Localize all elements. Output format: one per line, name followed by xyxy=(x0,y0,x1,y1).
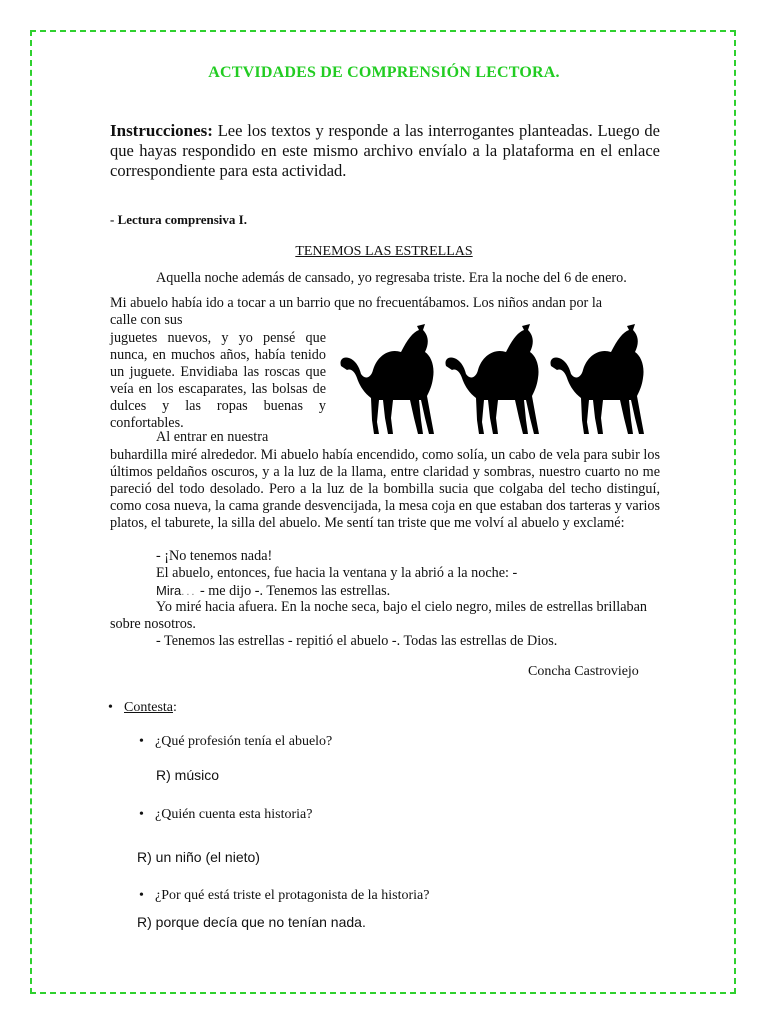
instructions-text: Lee los textos y responde a las interrogantes planteadas. Luego de que hayas respondido en este mismo archivo envíalo a la plataforma en el enlace correspondiente para esta actividad. xyxy=(110,121,660,180)
story-paragraph-1-line-3: calle con sus xyxy=(110,312,183,328)
story-paragraph-2: buhardilla miré alrededor. Mi abuelo había encendido, como solía, un cabo de vela para subir los últimos peldaños oscuros, y a la luz de la llama, entre claridad y sombras, nuestro cuarto no me pareció del todo desolado. Pero a la luz de la bombilla sucia que colgaba del techo distinguí, como cosa nueva, la cama grande desvencijada, la mesa coja en que estaban dos tarteras y varios platos, el taburete, la silla del abuelo. Me sentí tan triste que me volví al abuelo y exclamé: xyxy=(110,447,660,531)
dialogue-line-4: Yo miré hacia afuera. En la noche seca, bajo el cielo negro, miles de estrellas brillaban sobre nosotros. xyxy=(110,599,647,632)
dialogue-line-3-rest: - me dijo -. Tenemos las estrellas. xyxy=(196,583,391,599)
dialogue-line-5: - Tenemos las estrellas - repitió el abuelo -. Todas las estrellas de Dios. xyxy=(156,633,558,649)
questions-heading xyxy=(108,700,177,716)
story-paragraph-1-line-2: Mi abuelo había ido a tocar a un barrio que no frecuentábamos. Los niños andan por la xyxy=(110,295,603,311)
camel-silhouette-2 xyxy=(445,324,539,434)
bullet-icon: • xyxy=(139,807,144,822)
question-2 xyxy=(139,807,313,823)
dialogue-ellipsis: ... xyxy=(181,586,197,598)
question-1 xyxy=(139,734,333,750)
questions-heading-text: Contesta xyxy=(124,700,173,715)
bullet-icon: • xyxy=(139,888,144,903)
instructions-label: Instrucciones: xyxy=(110,121,213,140)
bullet-icon: • xyxy=(108,700,113,715)
bullet-icon: • xyxy=(139,734,144,749)
camel-silhouette-3 xyxy=(550,324,644,434)
page-title: ACTVIDADES DE COMPRENSIÓN LECTORA. xyxy=(208,64,560,81)
question-2-text: ¿Quién cuenta esta historia? xyxy=(155,807,313,822)
section-subtitle: - Lectura comprensiva I. xyxy=(110,212,247,227)
story-paragraph-1-wrap: juguetes nuevos, y yo pensé que nunca, en muchos años, había tenido un juguete. Envidiaba las roscas que veía en los escaparates, las bolsas de dulces y las ropas buenas y confortables. xyxy=(110,330,326,431)
story-author: Concha Castroviejo xyxy=(528,664,639,679)
story-paragraph-1-line-1: Aquella noche además de cansado, yo regresaba triste. Era la noche del 6 de enero. xyxy=(156,270,627,286)
story-title: TENEMOS LAS ESTRELLAS xyxy=(295,244,473,259)
question-3-text: ¿Por qué está triste el protagonista de la historia? xyxy=(155,888,430,903)
question-1-text: ¿Qué profesión tenía el abuelo? xyxy=(155,734,333,749)
questions-heading-colon: : xyxy=(173,700,177,715)
question-3 xyxy=(139,888,430,904)
three-wise-men-camels-icon xyxy=(333,322,645,440)
dialogue-mira: Mira xyxy=(156,583,182,598)
answer-1[interactable]: R) músico xyxy=(156,767,220,783)
story-paragraph-2-start: Al entrar en nuestra xyxy=(156,429,269,445)
instructions xyxy=(110,121,660,181)
dialogue-line-2: El abuelo, entonces, fue hacia la ventana y la abrió a la noche: - xyxy=(156,565,518,581)
answer-2[interactable]: R) un niño (el nieto) xyxy=(137,849,260,865)
camel-silhouette-1 xyxy=(340,324,434,434)
answer-3[interactable]: R) porque decía que no tenían nada. xyxy=(137,914,366,930)
dialogue-line-1: - ¡No tenemos nada! xyxy=(156,548,273,564)
